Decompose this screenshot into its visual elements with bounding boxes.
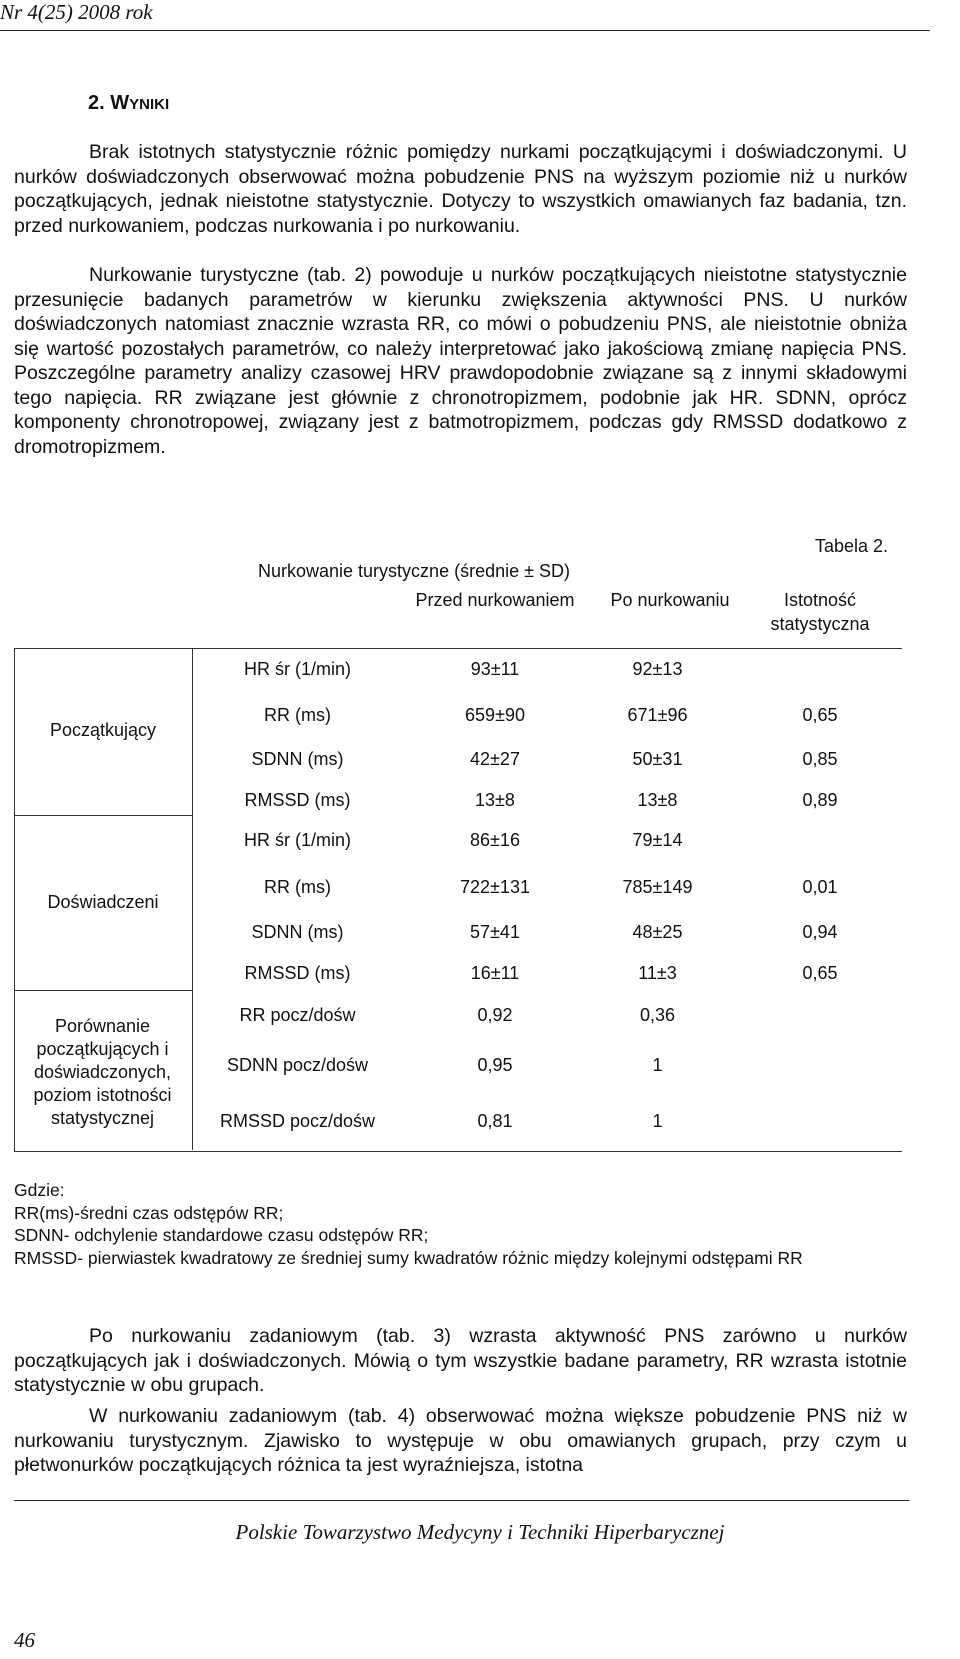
- group-label-beginner: Początkujący: [49, 720, 157, 740]
- section-number: 2.: [88, 92, 111, 114]
- table-cell-param: SDNN (ms): [251, 749, 344, 769]
- table-row-divider-2: [14, 990, 192, 991]
- table-cell-before: 57±41: [470, 922, 520, 942]
- paragraph-4: [14, 1404, 907, 1478]
- table-cell-param: RMSSD (ms): [244, 963, 351, 983]
- section-title-first: W: [110, 92, 130, 114]
- footer-society: Polskie Towarzystwo Medycyny i Techniki Hiperbarycznej: [235, 1520, 725, 1544]
- table-cell-after: 785±149: [622, 877, 693, 897]
- paragraph-3: [14, 1324, 907, 1398]
- table-cell-after: 1: [652, 1111, 663, 1131]
- table-cell-param: RMSSD pocz/dośw: [219, 1111, 376, 1131]
- paragraph-3-text: Po nurkowaniu zadaniowym (tab. 3) wzrasta aktywność PNS zarówno u nurków początkujących jak i doświadczonych. Mówią o tym wszystkie badane parametry, RR wzrasta istotnie statystycznie w obu grupach.: [14, 1325, 907, 1396]
- journal-issue-header: Nr 4(25) 2008 rok: [0, 0, 153, 24]
- paragraph-1: [14, 140, 907, 238]
- table-cell-sig: 0,01: [802, 877, 838, 897]
- table-cell-after: 0,36: [639, 1005, 676, 1025]
- page-number: 46: [14, 1628, 35, 1652]
- table-cell-param: HR śr (1/min): [244, 830, 351, 850]
- note-rr: RR(ms)-średni czas odstępów RR;: [14, 1202, 284, 1223]
- note-rmssd: RMSSD- pierwiastek kwadratowy ze średniej sumy kwadratów różnic między kolejnymi odstępami RR: [14, 1247, 803, 1268]
- paragraph-4-text: W nurkowaniu zadaniowym (tab. 4) obserwować można większe pobudzenie PNS niż w nurkowaniu turystycznym. Zjawisko to występuje w obu omawianych grupach, przy czym u płetwonurków początkujących różnica ta jest wyraźniejsza, istotna: [14, 1405, 907, 1476]
- table-tag: Tabela 2.: [815, 536, 889, 556]
- header-rule: [0, 30, 930, 31]
- table-cell-after: 671±96: [627, 705, 688, 725]
- column-header-before: Przed nurkowaniem: [415, 590, 575, 610]
- paragraph-2: [14, 263, 907, 459]
- table-cell-sig: 0,85: [802, 749, 838, 769]
- table-row-divider-1: [14, 815, 192, 816]
- table-cell-after: 48±25: [632, 922, 683, 942]
- notes-heading: Gdzie:: [14, 1180, 65, 1200]
- column-header-significance: Istotność statystyczna: [770, 590, 870, 634]
- table-cell-after: 13±8: [637, 790, 678, 810]
- table-cell-sig: 0,94: [802, 922, 838, 942]
- table-cell-sig: 0,65: [802, 705, 838, 725]
- table-cell-param: RR (ms): [264, 877, 331, 897]
- table-cell-param: RR pocz/dośw: [239, 1005, 356, 1025]
- table-group-divider: [192, 648, 193, 1150]
- table-cell-param: SDNN (ms): [251, 922, 344, 942]
- table-cell-before: 16±11: [470, 963, 520, 983]
- section-title: [88, 92, 169, 115]
- table-cell-before: 86±16: [470, 830, 520, 850]
- column-header-after: Po nurkowaniu: [610, 590, 730, 610]
- table-cell-before: 0,92: [477, 1005, 513, 1025]
- table-title: Nurkowanie turystyczne (średnie ± SD): [258, 561, 570, 581]
- table-cell-before: 13±8: [475, 790, 515, 810]
- group-label-comparison: Porównanie początkujących i doświadczonych, poziom istotności statystycznej: [33, 1016, 172, 1128]
- note-sdnn: SDNN- odchylenie standardowe czasu odstępów RR;: [14, 1225, 429, 1245]
- table-cell-after: 79±14: [632, 830, 683, 850]
- table-cell-sig: 0,65: [802, 963, 838, 983]
- table-cell-before: 0,95: [477, 1055, 513, 1075]
- table-cell-param: RMSSD (ms): [244, 790, 351, 810]
- group-label-experienced: Doświadczeni: [47, 892, 159, 912]
- table-cell-before: 0,81: [477, 1111, 513, 1131]
- footer-rule: [14, 1500, 909, 1501]
- paragraph-2-text: Nurkowanie turystyczne (tab. 2) powoduje u nurków początkujących nieistotne statystycznie przesunięcie badanych parametrów w kierunku zwiększenia aktywności PNS. U nurków doświadczonych natomiast znacznie wzrasta RR, co mówi o pobudzeniu PNS, ale nieistotnie obniża się wartość pozostałych parametrów, co należy interpretować jako jakościową zmianę napięcia PNS. Poszczególne parametry analizy czasowej HRV prawdopodobnie związane są z innymi składowymi tego napięcia. RR związane jest głównie z chronotropizmem, podobnie jak HR. SDNN, oprócz komponenty chronotropowej, związany jest z batmotropizmem, podczas gdy RMSSD dodatkowo z dromotropizmem.: [14, 264, 907, 458]
- table-cell-after: 11±3: [638, 963, 677, 983]
- table-cell-param: RR (ms): [264, 705, 331, 725]
- notes-block: [14, 1179, 907, 1269]
- table-cell-after: 50±31: [632, 749, 683, 769]
- table-cell-after: 1: [652, 1055, 663, 1075]
- table-cell-param: SDNN pocz/dośw: [226, 1055, 369, 1075]
- section-title-rest: YNIKI: [129, 96, 170, 113]
- table-cell-param: HR śr (1/min): [244, 659, 351, 679]
- table-cell-before: 722±131: [460, 877, 530, 897]
- table-cell-before: 659±90: [465, 705, 525, 725]
- table-cell-before: 93±11: [470, 659, 520, 679]
- table-cell-before: 42±27: [470, 749, 520, 769]
- table-cell-after: 92±13: [632, 659, 683, 679]
- table-cell-sig: 0,89: [802, 790, 838, 810]
- paragraph-1-text: Brak istotnych statystycznie różnic pomiędzy nurkami początkującymi i doświadczonymi. U nurków doświadczonych obserwować można pobudzenie PNS na wyższym poziomie niż u nurków początkujących, jednak nieistotne statystycznie. Dotyczy to wszystkich omawianych faz badania, tzn. przed nurkowaniem, podczas nurkowania i po nurkowaniu.: [14, 141, 907, 237]
